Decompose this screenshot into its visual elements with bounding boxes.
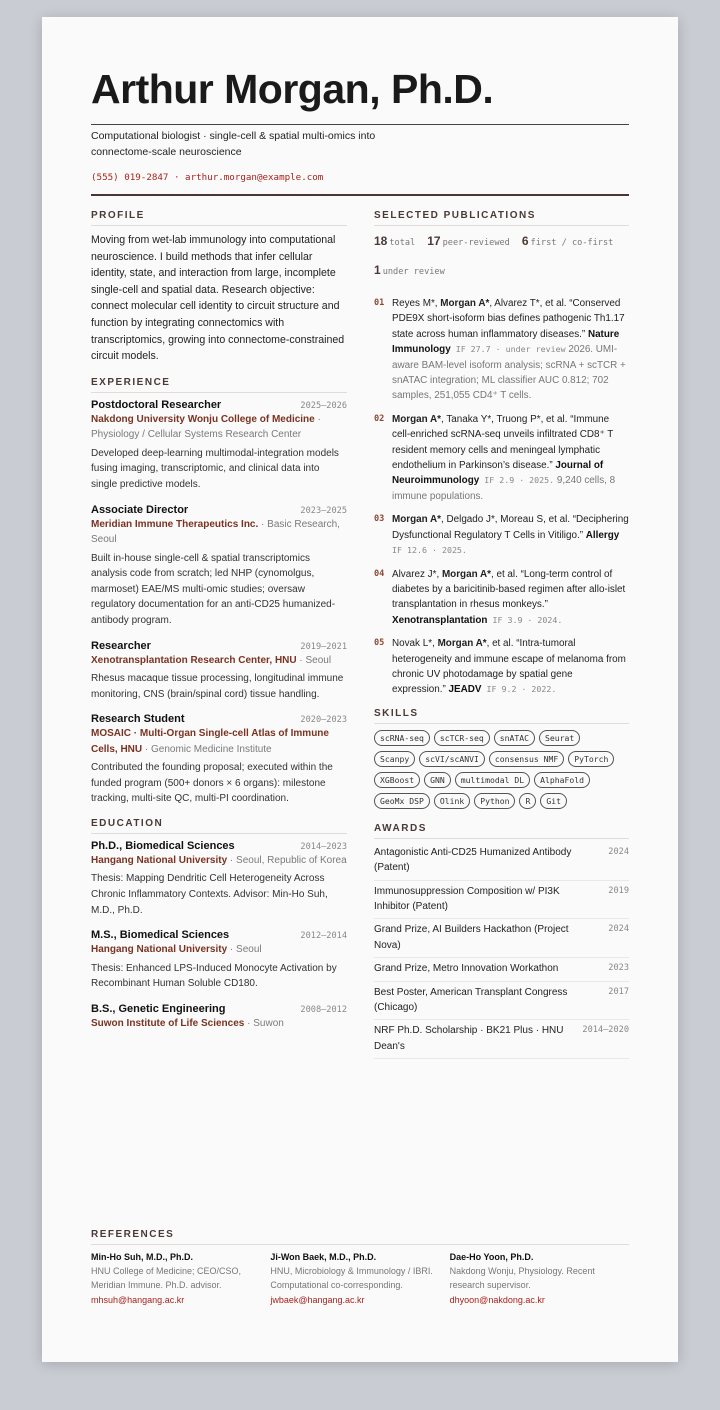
experience-org-location: · Genomic Medicine Institute bbox=[142, 743, 272, 755]
awards-heading: AWARDS bbox=[374, 823, 629, 839]
experience-organization bbox=[91, 517, 347, 548]
experience-organization bbox=[91, 412, 347, 443]
publication-journal: Xenotransplantation bbox=[392, 614, 488, 626]
publication-citation bbox=[392, 636, 629, 698]
publication-citation bbox=[392, 296, 629, 404]
reference-item bbox=[91, 1251, 270, 1307]
reference-description: Nakdong Wonju, Physiology. Recent research supervisor. bbox=[449, 1266, 595, 1291]
reference-description: HNU, Microbiology & Immunology / IBRI. Computational co-corresponding. bbox=[270, 1266, 433, 1291]
publication-meta: IF 9.2 · 2022. bbox=[481, 684, 557, 695]
candidate-name: Arthur Morgan, Ph.D. bbox=[91, 66, 494, 112]
award-year: 2014–2020 bbox=[582, 1025, 629, 1036]
education-years: 2012–2014 bbox=[300, 931, 347, 942]
award-year: 2019 bbox=[608, 885, 629, 896]
publication-note: 2026. UMI-aware BAM-level isoform analysis; scRNA + scTCR + snATAC integration; ML classifier AUC 0.812; 702 samples, 251,055 CD4⁺ T cells. bbox=[392, 344, 626, 402]
reference-name: Min-Ho Suh, M.D., Ph.D. bbox=[91, 1252, 193, 1262]
publication-title: , Alvarez T*, et al. “Conserved PDE9X short-isoform bias defines pathogenic Th1.17 state across human inflammatory diseases.” bbox=[392, 298, 625, 340]
education-entry-header bbox=[91, 840, 347, 852]
publication-title: , et al. “Long-term control of diabetes by a baricitinib-based regimen after allo-islet transplantation in rhesus monkeys.” bbox=[392, 568, 626, 611]
publication-meta: IF 3.9 · 2024. bbox=[487, 614, 563, 625]
education-list bbox=[91, 840, 347, 1031]
publication-journal: Nature Immunology bbox=[392, 328, 620, 356]
skill-tag: PyTorch bbox=[568, 751, 614, 767]
experience-entry-header bbox=[91, 640, 347, 652]
experience-entry-header bbox=[91, 399, 347, 411]
contact-line: (555) 019-2847 · arthur.morgan@example.com bbox=[91, 172, 324, 183]
publication-author-highlight: Morgan A* bbox=[437, 638, 487, 650]
reference-email[interactable]: dhyoon@nakdong.ac.kr bbox=[449, 1294, 545, 1305]
left-column bbox=[91, 210, 347, 1042]
publication-stat bbox=[374, 261, 445, 279]
publication-author-highlight: Morgan A* bbox=[440, 298, 490, 309]
publication-title: , Tanaka Y*, Truong P*, et al. “Immune cell-enriched scRNA-seq unveils infiltrated CD8⁺ T resident memory cells and meningeal lymphatic endothelium in Parkinson’s disease.” bbox=[392, 413, 614, 472]
education-title: B.S., Genetic Engineering bbox=[91, 1002, 226, 1015]
education-entry bbox=[91, 1003, 347, 1032]
reference-name: Ji-Won Baek, M.D., Ph.D. bbox=[270, 1252, 377, 1262]
education-organization bbox=[91, 1016, 347, 1032]
reference-email[interactable]: jwbaek@hangang.ac.kr bbox=[270, 1294, 365, 1305]
publication-meta: IF 12.6 · 2025. bbox=[392, 545, 467, 556]
stat-label: first / co-first bbox=[530, 238, 614, 248]
award-item bbox=[374, 881, 629, 920]
experience-org-name: Nakdong University Wonju College of Medicine bbox=[91, 413, 315, 425]
publication-item bbox=[374, 567, 629, 629]
publication-list bbox=[374, 296, 629, 698]
publication-item bbox=[374, 512, 629, 558]
award-item bbox=[374, 982, 629, 1021]
publication-authors: Alvarez J*, bbox=[392, 568, 442, 580]
publication-citation bbox=[392, 412, 629, 504]
skill-tag: Scanpy bbox=[374, 751, 415, 767]
publications-heading: SELECTED PUBLICATIONS bbox=[374, 210, 629, 226]
publication-item bbox=[374, 296, 629, 404]
reference-list bbox=[91, 1251, 629, 1307]
skill-tag: scVI/scANVI bbox=[419, 751, 485, 767]
publication-citation bbox=[392, 567, 629, 629]
publication-meta: IF 27.7 · under review bbox=[450, 344, 566, 355]
experience-org-location: · Seoul bbox=[296, 654, 332, 666]
award-item bbox=[374, 919, 629, 958]
header-divider bbox=[91, 124, 629, 125]
experience-years: 2019–2021 bbox=[300, 641, 347, 652]
education-entry bbox=[91, 840, 347, 918]
education-organization bbox=[91, 942, 347, 958]
reference-item bbox=[450, 1251, 629, 1307]
education-entry-header bbox=[91, 1003, 347, 1015]
skill-tag: snATAC bbox=[494, 730, 535, 746]
profile-heading: PROFILE bbox=[91, 210, 347, 226]
publication-item bbox=[374, 636, 629, 698]
stat-number: 17 bbox=[427, 234, 441, 248]
header-rule bbox=[91, 194, 629, 196]
education-years: 2014–2023 bbox=[300, 841, 347, 852]
award-item bbox=[374, 842, 629, 881]
skill-list bbox=[374, 730, 629, 814]
publication-note: 9,240 cells, 8 immune populations. bbox=[392, 475, 616, 502]
award-year: 2024 bbox=[608, 846, 629, 857]
publication-number: 02 bbox=[374, 413, 385, 424]
skill-tag: Seurat bbox=[539, 730, 580, 746]
award-name: Antagonistic Anti-CD25 Humanized Antibody (Patent) bbox=[374, 846, 572, 874]
experience-org-name: Meridian Immune Therapeutics Inc. bbox=[91, 518, 259, 530]
experience-title: Associate Director bbox=[91, 503, 189, 516]
education-entry-header bbox=[91, 929, 347, 941]
award-year: 2023 bbox=[608, 963, 629, 974]
resume-page bbox=[42, 17, 678, 1362]
publication-authors: Novak L*, bbox=[392, 638, 438, 650]
publication-number: 01 bbox=[374, 298, 385, 308]
skill-tag: scRNA-seq bbox=[374, 730, 430, 746]
education-org-name: Hangang National University bbox=[91, 944, 228, 956]
education-title: Ph.D., Biomedical Sciences bbox=[91, 839, 235, 852]
skill-tag: multimodal DL bbox=[455, 772, 530, 788]
publication-title: , Delgado J*, Moreau S, et al. “Deciphering Dysfunctional Regulatory T Cells in Vitiligo.” bbox=[392, 514, 629, 541]
publication-citation bbox=[392, 512, 629, 558]
experience-entry bbox=[91, 713, 347, 807]
references-section bbox=[91, 1229, 629, 1307]
skill-tag: scTCR-seq bbox=[434, 730, 490, 746]
education-years: 2008–2012 bbox=[300, 1004, 347, 1015]
skills-heading: SKILLS bbox=[374, 708, 629, 724]
award-name: Immunosuppression Composition w/ PI3K Inhibitor (Patent) bbox=[374, 885, 560, 912]
award-name: Grand Prize, AI Builders Hackathon (Project Nova) bbox=[374, 924, 569, 951]
publication-stat bbox=[522, 232, 613, 250]
tagline: Computational biologist · single-cell & spatial multi-omics into connectome-scale neuroscience bbox=[91, 130, 376, 158]
experience-heading: EXPERIENCE bbox=[91, 377, 347, 393]
award-list bbox=[374, 842, 629, 1059]
experience-entry bbox=[91, 399, 347, 493]
experience-organization bbox=[91, 726, 347, 757]
award-year: 2017 bbox=[608, 986, 629, 997]
publication-authors: Reyes M*, bbox=[392, 298, 441, 309]
award-item bbox=[374, 958, 629, 981]
award-name: Grand Prize, Metro Innovation Workathon bbox=[374, 963, 559, 975]
experience-entry bbox=[91, 640, 347, 703]
profile-text: Moving from wet-lab immunology into computational neuroscience. I build methods that infer cellular identity, state, and interaction from large, incomplete single-cell and spatial data. Research objective: connect molecular cell identity to circuit structure and function by integrating connectomics with transcriptomics, growing into connectome-constrained circuit models. bbox=[91, 234, 345, 363]
experience-org-name: Xenotransplantation Research Center, HNU bbox=[91, 654, 297, 666]
publication-number: 03 bbox=[374, 514, 385, 525]
education-org-name: Hangang National University bbox=[91, 854, 228, 866]
publication-stats bbox=[374, 232, 629, 290]
skill-tag: GNN bbox=[424, 772, 451, 788]
experience-title: Postdoctoral Researcher bbox=[91, 398, 222, 411]
skill-tag: Python bbox=[474, 793, 515, 809]
skill-tag: R bbox=[519, 793, 536, 809]
experience-entry bbox=[91, 504, 347, 629]
stat-number: 6 bbox=[521, 234, 529, 248]
experience-years: 2025–2026 bbox=[300, 400, 347, 411]
reference-description: HNU College of Medicine; CEO/CSO, Meridian Immune. Ph.D. advisor. bbox=[91, 1266, 242, 1291]
publication-number: 04 bbox=[374, 568, 385, 579]
reference-item bbox=[270, 1251, 449, 1307]
education-org-location: · Seoul, Republic of Korea bbox=[227, 854, 347, 866]
experience-org-name: MOSAIC · Multi-Organ Single-cell Atlas of Immune Cells, HNU bbox=[91, 728, 329, 755]
publication-meta: IF 2.9 · 2025. bbox=[479, 475, 555, 486]
publication-author-highlight: Morgan A* bbox=[441, 568, 491, 580]
references-heading: REFERENCES bbox=[91, 1229, 629, 1245]
experience-entry-header bbox=[91, 713, 347, 725]
publication-stat bbox=[374, 232, 415, 250]
publication-journal: Allergy bbox=[585, 529, 620, 541]
stat-label: under review bbox=[382, 267, 445, 277]
experience-list bbox=[91, 399, 347, 807]
skill-tag: Git bbox=[540, 793, 567, 809]
education-organization bbox=[91, 853, 347, 869]
education-org-name: Suwon Institute of Life Sciences bbox=[91, 1017, 245, 1029]
stat-label: peer-reviewed bbox=[442, 238, 510, 248]
skill-tag: Olink bbox=[434, 793, 470, 809]
skill-tag: XGBoost bbox=[374, 772, 420, 788]
experience-org-location: · Basic Research, Seoul bbox=[91, 518, 340, 546]
award-year: 2024 bbox=[608, 924, 629, 935]
stat-number: 1 bbox=[374, 263, 381, 277]
right-column bbox=[374, 210, 629, 1059]
education-title: M.S., Biomedical Sciences bbox=[91, 929, 230, 942]
experience-title: Research Student bbox=[91, 713, 185, 726]
experience-description: Rhesus macaque tissue processing, longitudinal immune monitoring, CNS (brain/spinal cord) tissue handling. bbox=[91, 673, 344, 700]
award-name: NRF Ph.D. Scholarship · BK21 Plus · HNU Dean's bbox=[374, 1025, 564, 1052]
education-org-location: · Suwon bbox=[244, 1017, 284, 1029]
experience-entry-header bbox=[91, 504, 347, 516]
reference-name: Dae-Ho Yoon, Ph.D. bbox=[449, 1252, 534, 1262]
stat-label: total bbox=[389, 238, 416, 248]
education-description: Thesis: Enhanced LPS-Induced Monocyte Activation by Recombinant Human Soluble CD180. bbox=[91, 962, 337, 990]
experience-organization bbox=[91, 653, 347, 669]
publication-number: 05 bbox=[374, 638, 385, 649]
experience-title: Researcher bbox=[91, 639, 151, 652]
publication-stat bbox=[427, 232, 510, 250]
stat-number: 18 bbox=[374, 234, 388, 248]
award-name: Best Poster, American Transplant Congress (Chicago) bbox=[374, 986, 568, 1013]
publication-item bbox=[374, 412, 629, 504]
experience-years: 2020–2023 bbox=[300, 715, 347, 726]
education-org-location: · Seoul bbox=[227, 944, 262, 956]
publication-title: , et al. “Intra-tumoral heterogeneity and immune escape of melanoma from chronic UV photodamage by spatial gene expression.” bbox=[392, 638, 626, 696]
publication-author-highlight: Morgan A* bbox=[392, 413, 442, 425]
skill-tag: GeoMx DSP bbox=[374, 793, 430, 809]
reference-email[interactable]: mhsuh@hangang.ac.kr bbox=[91, 1294, 185, 1305]
award-item bbox=[374, 1020, 629, 1059]
skill-tag: consensus NMF bbox=[489, 751, 564, 767]
publication-journal: Journal of Neuroimmunology bbox=[392, 460, 604, 487]
experience-description: Contributed the founding proposal; executed within the funded program (500+ donors × 6 organs): milestone tracking, multi-site QC, multi-PI coordination. bbox=[91, 762, 333, 805]
skill-tag: AlphaFold bbox=[534, 772, 590, 788]
experience-description: Built in-house single-cell & spatial transcriptomics analysis code from scratch; led NHP (cynomolgus, marmoset) EAE/MS multi-omic studies; oversaw regulatory documentation for an anti-CD25 humanized-antibody program. bbox=[91, 552, 336, 626]
education-entry bbox=[91, 929, 347, 992]
publication-journal: JEADV bbox=[448, 684, 482, 696]
publication-author-highlight: Morgan A* bbox=[392, 514, 442, 526]
experience-years: 2023–2025 bbox=[300, 505, 347, 516]
education-heading: EDUCATION bbox=[91, 818, 347, 834]
education-description: Thesis: Mapping Dendritic Cell Heterogeneity Across Chronic Inflammatory Contexts. Advisor: Min-Ho Suh, M.D., Ph.D. bbox=[91, 873, 328, 916]
experience-org-location: · Physiology / Cellular Systems Research Center bbox=[91, 413, 321, 441]
experience-description: Developed deep-learning multimodal-integration models fusing imaging, transcriptomic, and clinical data into single predictive models. bbox=[91, 447, 339, 490]
